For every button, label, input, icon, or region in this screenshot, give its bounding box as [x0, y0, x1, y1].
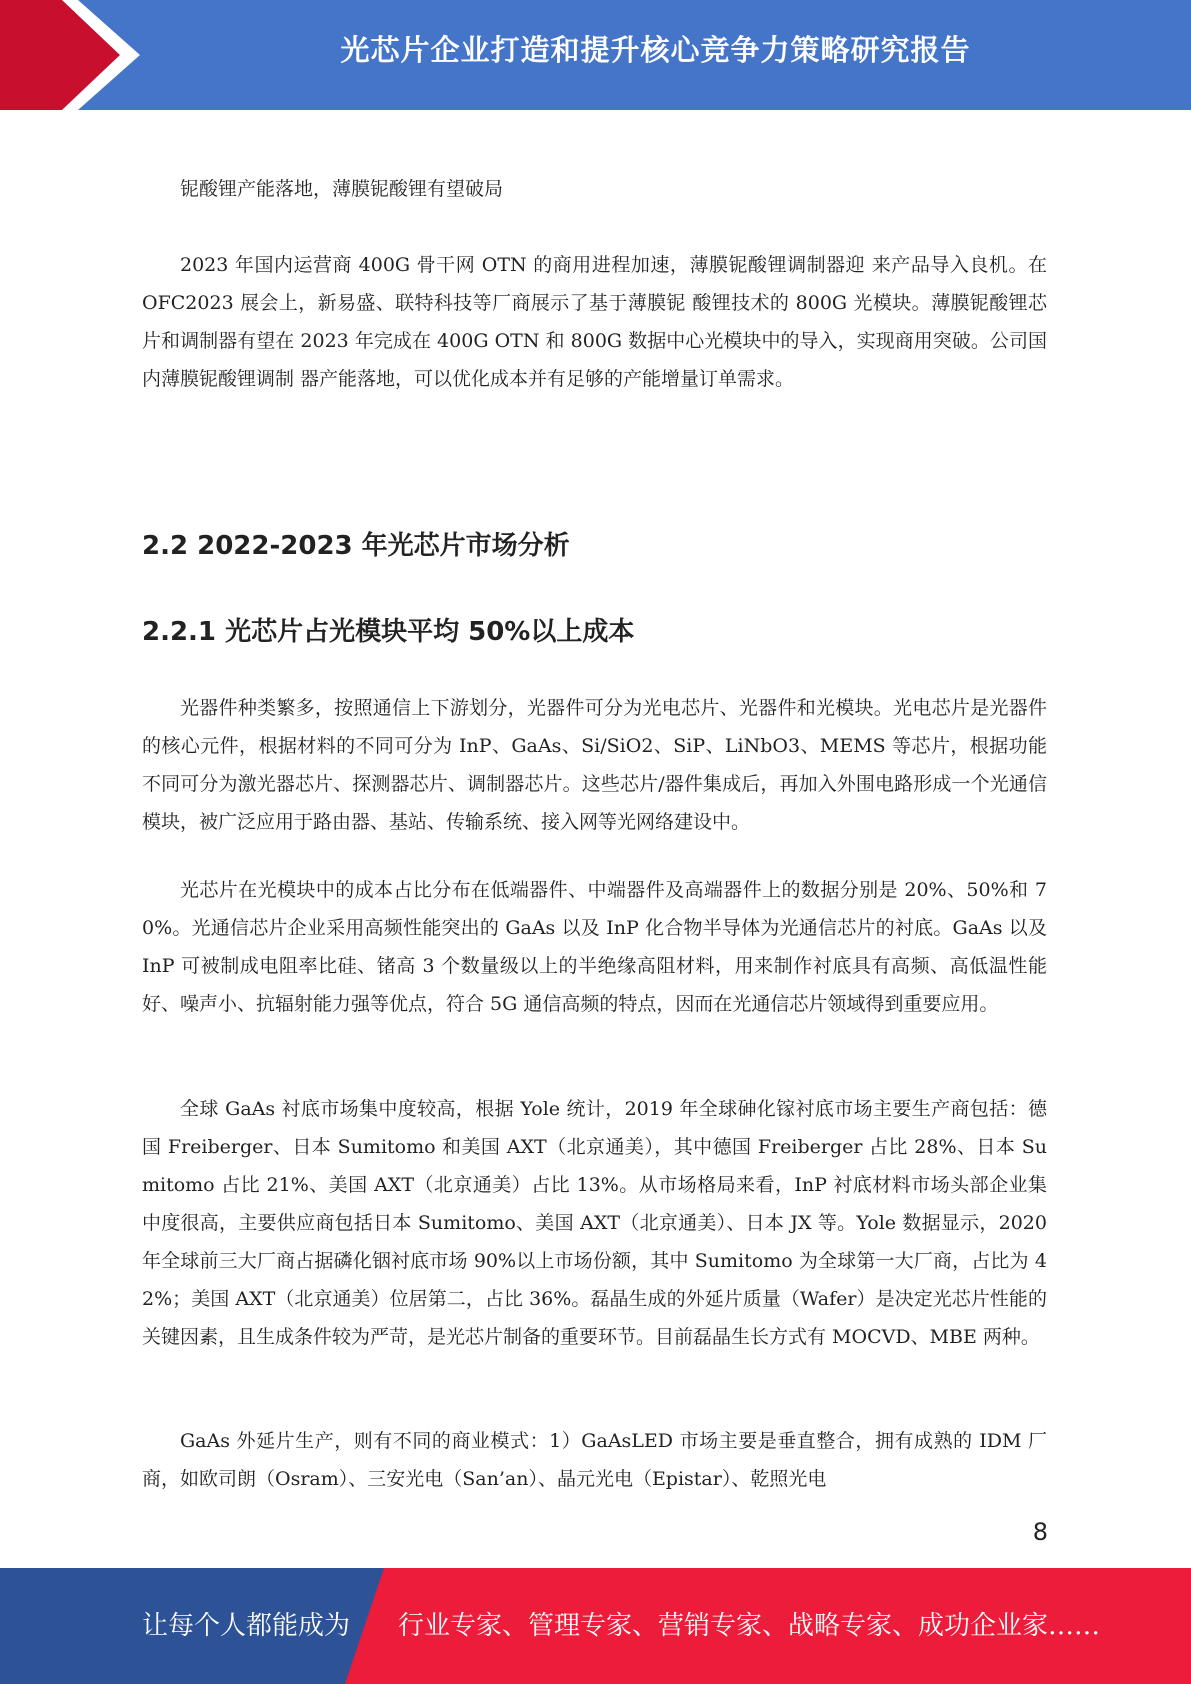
report-title: 光芯片企业打造和提升核心竞争力策略研究报告	[340, 33, 971, 67]
page-footer	[0, 1568, 1191, 1684]
paragraph-gaas-epitaxy: GaAs 外延片生产，则有不同的商业模式：1）GaAsLED 市场主要是垂直整合，拥有成熟的 IDM 厂商，如欧司朗（Osram）、三安光电（San’an）、晶元光电（Epistar）、乾照光电	[142, 1430, 1047, 1490]
footer-slogan-left: 让每个人都能成为	[142, 1611, 351, 1641]
section-heading-2-2-1: 2.2.1 光芯片占光模块平均 50%以上成本	[142, 617, 635, 647]
section-heading-2-2: 2.2 2022-2023 年光芯片市场分析	[142, 531, 570, 561]
paragraph-subheading: 铌酸锂产能落地，薄膜铌酸锂有望破局	[180, 178, 504, 200]
paragraph-gaas-market: 全球 GaAs 衬底市场集中度较高，根据 Yole 统计，2019 年全球砷化镓衬底市场主要生产商包括：德国 Freiberger、日本 Sumitomo 和美国 AXT（北京通美），其中德国 Freiberger 占比 28%、日本 Sumitomo 占比 21%、美国 AXT（北京通美）占比 13%。从市场格局来看，InP 衬底材料市场头部企业集中度很高，主要供应商包括日本 Sumitomo、美国 AXT（北京通美）、日本 JX 等。Yole 数据显示，2020 年全球前三大厂商占据磷化铟衬底市场 90%以上市场份额，其中 Sumitomo 为全球第一大厂商，占比为 42%；美国 AXT（北京通美）位居第二，占比 36%。磊晶生成的外延片质量（Wafer）是决定光芯片性能的关键因素，且生成条件较为严苛，是光芯片制备的重要环节。目前磊晶生长方式有 MOCVD、MBE 两种。	[142, 1098, 1047, 1348]
paragraph-optical-devices: 光器件种类繁多，按照通信上下游划分，光器件可分为光电芯片、光器件和光模块。光电芯片是光器件的核心元件，根据材料的不同可分为 InP、GaAs、Si/SiO2、SiP、LiNbO3、MEMS 等芯片，根据功能不同可分为激光器芯片、探测器芯片、调制器芯片。这些芯片/器件集成后，再加入外围电路形成一个光通信模块，被广泛应用于路由器、基站、传输系统、接入网等光网络建设中。	[142, 697, 1047, 833]
paragraph-lithium-niobate: 2023 年国内运营商 400G 骨干网 OTN 的商用进程加速，薄膜铌酸锂调制器迎 来产品导入良机。在 OFC2023 展会上，新易盛、联特科技等厂商展示了基于薄膜铌 酸锂技术的 800G 光模块。薄膜铌酸锂芯片和调制器有望在 2023 年完成在 400G OTN 和 800G 数据中心光模块中的导入，实现商用突破。公司国内薄膜铌酸锂调制 器产能落地，可以优化成本并有足够的产能增量订单需求。	[142, 254, 1047, 390]
page-number: 8	[1032, 1518, 1048, 1546]
page-header	[0, 0, 1191, 110]
footer-slogan-right: 行业专家、管理专家、营销专家、战略专家、成功企业家……	[398, 1611, 1101, 1641]
paragraph-cost-share: 光芯片在光模块中的成本占比分布在低端器件、中端器件及高端器件上的数据分别是 20%、50%和 70%。光通信芯片企业采用高频性能突出的 GaAs 以及 InP 化合物半导体为光通信芯片的衬底。GaAs 以及 InP 可被制成电阻率比硅、锗高 3 个数量级以上的半绝缘高阻材料，用来制作衬底具有高频、高低温性能好、噪声小、抗辐射能力强等优点，符合 5G 通信高频的特点，因而在光通信芯片领域得到重要应用。	[142, 879, 1047, 1015]
